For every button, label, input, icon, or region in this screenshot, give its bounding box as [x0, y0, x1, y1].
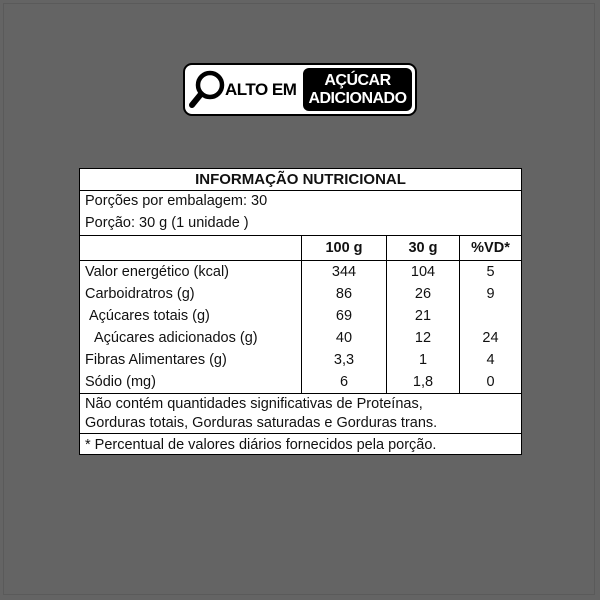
row-value-portion: 21: [387, 305, 460, 327]
row-value-vd: 9: [460, 283, 522, 305]
row-label: Fibras Alimentares (g): [85, 352, 227, 368]
note-line-2: Gorduras totais, Gorduras saturadas e Gorduras trans.: [85, 415, 438, 431]
row-value-vd: 24: [460, 327, 522, 349]
nutrition-facts-table: [79, 168, 522, 455]
header-nutrient: [80, 236, 302, 261]
row-value-portion: 12: [387, 327, 460, 349]
row-value-portion: 1,8: [387, 371, 460, 394]
table-row: [80, 371, 521, 394]
servings-per-package: Porções por embalagem: 30: [85, 193, 268, 209]
table-row: [80, 305, 521, 327]
row-value-100g: 6: [302, 371, 387, 394]
row-label: Valor energético (kcal): [85, 264, 229, 280]
serving-size: Porção: 30 g (1 unidade ): [80, 212, 521, 236]
row-label: Carboidratros (g): [85, 286, 195, 302]
header-row: [80, 236, 521, 261]
alto-em-label: ALTO EM: [225, 80, 297, 99]
row-value-vd: [460, 305, 522, 327]
header-portion: 30 g: [387, 236, 460, 261]
table-title: INFORMAÇÃO NUTRICIONAL: [80, 169, 521, 191]
row-value-portion: 26: [387, 283, 460, 305]
row-value-100g: 344: [302, 261, 387, 284]
row-value-100g: 86: [302, 283, 387, 305]
row-value-100g: 3,3: [302, 349, 387, 371]
row-value-100g: 40: [302, 327, 387, 349]
nutrient-badge-line2: ADICIONADO: [308, 89, 407, 107]
table-row: [80, 283, 521, 305]
table-row: [80, 327, 521, 349]
note-line-1: Não contém quantidades significativas de Proteínas,: [85, 396, 423, 412]
row-label: Açúcares totais (g): [89, 308, 210, 324]
not-significant-note: [80, 394, 521, 434]
front-warning-seal: [183, 63, 417, 116]
table-row: [80, 261, 521, 284]
row-label: Açúcares adicionados (g): [94, 330, 258, 346]
row-value-vd: 4: [460, 349, 522, 371]
row-value-vd: 5: [460, 261, 522, 284]
row-value-portion: 1: [387, 349, 460, 371]
row-value-vd: 0: [460, 371, 522, 394]
table-row: [80, 349, 521, 371]
row-value-portion: 104: [387, 261, 460, 284]
row-value-100g: 69: [302, 305, 387, 327]
daily-value-footnote: * Percentual de valores diários fornecidos pela porção.: [85, 437, 437, 453]
nutrient-badge-line1: AÇÚCAR: [324, 71, 391, 89]
nutrient-badge: [303, 68, 412, 111]
row-label: Sódio (mg): [80, 371, 302, 394]
header-100g: 100 g: [302, 236, 387, 261]
magnifier-icon: [188, 68, 228, 112]
header-vd: %VD*: [460, 236, 522, 261]
nutrient-grid: [80, 236, 521, 394]
